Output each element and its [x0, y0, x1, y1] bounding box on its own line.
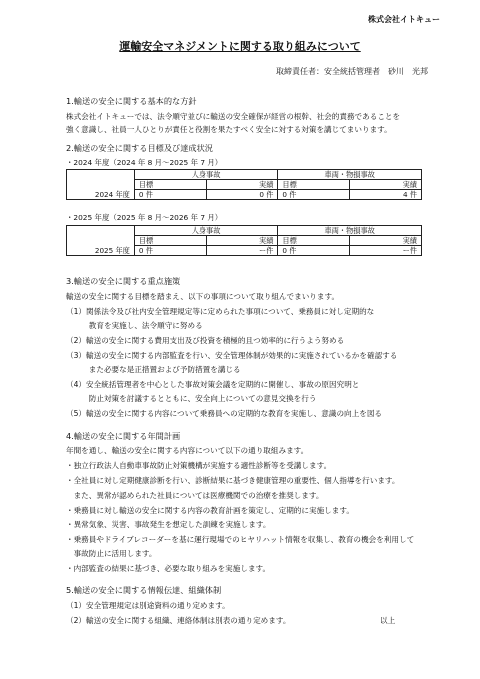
closing-mark: 以上	[380, 616, 396, 625]
vehicle-target-value: 0 件	[278, 190, 350, 200]
section-3-intro: 輸送の安全に関する目標を踏まえ、以下の事項について取り組んでまいります。	[66, 292, 340, 301]
table-subheader-row	[67, 236, 422, 246]
table-corner-cell	[67, 226, 135, 236]
injury-target-value: 0 件	[134, 190, 206, 200]
section-4-item: ・全社員に対し定期健康診断を行い、診断結果に基づき健康管理の重要性、個人指導を行います。	[66, 476, 400, 485]
actual-header: 実績	[350, 236, 422, 246]
target-header: 目標	[278, 180, 350, 190]
table-row	[67, 246, 422, 256]
accident-table-2025	[66, 225, 422, 256]
year-label: 2024 年度	[67, 190, 135, 200]
section-3-item: （1）関係法令及び社内安全管理規定等に定められた事項について、乗務員に対し定期的な	[66, 307, 375, 316]
table-row	[67, 190, 422, 200]
table-corner-cell	[67, 170, 135, 180]
section-4-item: ・内部監査の結果に基づき、必要な取り組みを実施します。	[66, 564, 271, 573]
section-5-heading: 5.輸送の安全に関する情報伝達、組織体制	[66, 585, 222, 595]
document-title-text: 運輸安全マネジメントに関する取り組みについて	[119, 40, 361, 53]
target-header: 目標	[134, 236, 206, 246]
table-2-caption: ・2025 年度（2025 年 8 月～2026 年 7 月）	[66, 213, 223, 222]
vehicle-actual-value: ー件	[350, 246, 422, 256]
section-2-heading: 2.輸送の安全に関する目標及び達成状況	[66, 143, 213, 153]
table-header-row	[67, 226, 422, 236]
section-4-item: ・乗務員やドライブレコーダーを基に運行現場でのヒヤリハット情報を収集し、教育の機会を利用して	[66, 535, 415, 544]
section-3-item: 防止対策を討議するとともに、安全向上についての意見交換を行う	[66, 394, 317, 403]
section-3-item: 教育を実施し、法令順守に努める	[66, 321, 203, 330]
vehicle-damage-header: 車両・物損事故	[278, 170, 422, 180]
document-title	[0, 38, 480, 54]
personal-injury-header: 人身事故	[134, 170, 278, 180]
section-1-line: 株式会社イトキューでは、法令順守並びに輸送の安全確保が経営の根幹、社会的責務であることを	[66, 112, 401, 121]
section-4-item: ・乗務員に対し輸送の安全に関する内容の教育計画を策定し、定期的に実施します。	[66, 506, 354, 515]
injury-actual-value: ー件	[206, 246, 278, 256]
vehicle-target-value: 0 件	[278, 246, 350, 256]
target-header: 目標	[134, 180, 206, 190]
section-4-item: また、異常が認められた社員については医療機関での治療を推奨します。	[66, 491, 324, 500]
target-header: 目標	[278, 236, 350, 246]
actual-header: 実績	[206, 236, 278, 246]
section-4-item: ・独立行政法人自動車事故防止対策機構が実施する適性診断等を受講します。	[66, 461, 332, 470]
company-name: 株式会社イトキュー	[368, 15, 440, 24]
section-3-item: （2）輸送の安全に関する費用支出及び投資を積極的且つ効率的に行うよう努める	[66, 336, 345, 345]
actual-header: 実績	[206, 180, 278, 190]
year-label: 2025 年度	[67, 246, 135, 256]
section-3-item: （5）輸送の安全に関する内容について乗務員への定期的な教育を実施し、意識の向上を図る	[66, 409, 383, 418]
vehicle-actual-value: 4 件	[350, 190, 422, 200]
table-corner-cell	[67, 180, 135, 190]
table-subheader-row	[67, 180, 422, 190]
section-4-heading: 4.輸送の安全に関する年間計画	[66, 431, 181, 441]
section-4-intro: 年間を通し、輸送の安全に関する内容について以下の通り取組みます。	[66, 446, 309, 455]
section-5-item: （2）輸送の安全に関する組織、連絡体制は別表の通り定めます。	[66, 616, 291, 625]
actual-header: 実績	[350, 180, 422, 190]
personal-injury-header: 人身事故	[134, 226, 278, 236]
section-3-item: （3）輸送の安全に関する内部監査を行い、安全管理体制が効果的に実施されているかを確認する	[66, 351, 398, 360]
section-3-heading: 3.輸送の安全に関する重点施策	[66, 276, 181, 286]
section-4-item: ・異常気象、災害、事故発生を想定した訓練を実施します。	[66, 520, 271, 529]
section-5-item: （1）安全管理規定は別途資料の通り定めます。	[66, 601, 230, 610]
table-corner-cell	[67, 236, 135, 246]
section-1-line: 強く意識し、社員一人ひとりが責任と役割を果たすべく安全に対する対策を講じてまいります。	[66, 125, 392, 134]
injury-actual-value: 0 件	[206, 190, 278, 200]
vehicle-damage-header: 車両・物損事故	[278, 226, 422, 236]
table-header-row	[67, 170, 422, 180]
injury-target-value: 0 件	[134, 246, 206, 256]
section-3-item: （4）安全統括管理者を中心とした事故対策会議を定期的に開催し、事故の原因究明と	[66, 380, 360, 389]
table-1-caption: ・2024 年度（2024 年 8 月～2025 年 7 月）	[66, 158, 223, 167]
section-1-heading: 1.輸送の安全に関する基本的な方針	[66, 96, 197, 106]
section-4-item: 事故防止に活用します。	[66, 549, 157, 558]
accident-table-2024	[66, 169, 422, 200]
section-3-item: また必要な是正措置および予防措置を講じる	[66, 365, 241, 374]
responsible-person: 取締責任者：安全統括管理者 砂川 光邦	[276, 67, 428, 76]
